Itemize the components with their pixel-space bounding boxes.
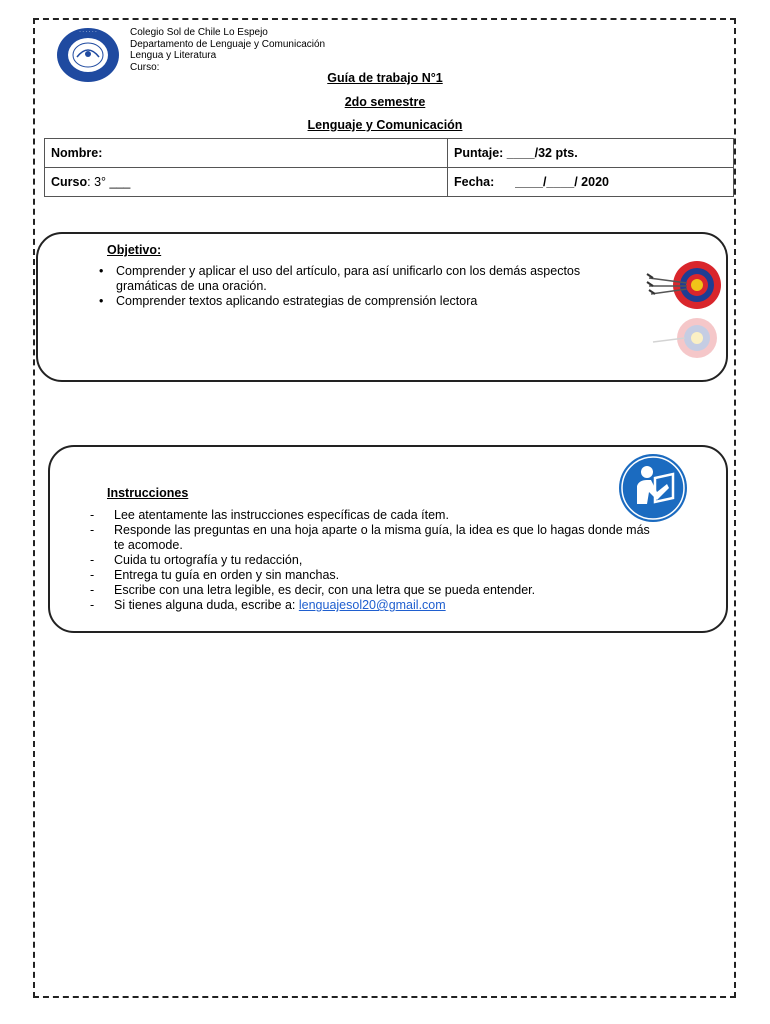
department-name: Departamento de Lenguaje y Comunicación <box>130 38 326 50</box>
objective-list <box>96 264 596 309</box>
student-info-table <box>44 138 734 197</box>
list-item: - Escribe con una letra legible, es decir, con una letra que se pueda entender. <box>90 583 650 598</box>
school-header <box>130 27 325 73</box>
course-label: Curso: <box>130 61 160 73</box>
curso-label: Curso <box>51 175 88 189</box>
info-row <box>45 168 734 197</box>
list-item: - Responde las preguntas en una hoja aparte o la misma guía, la idea es que lo hagas donde más te acomode. <box>90 523 650 553</box>
list-item <box>90 598 650 613</box>
instructions-list <box>90 508 650 613</box>
semester-title: 2do semestre <box>344 95 426 109</box>
fecha-value: ____/____/ 2020 <box>515 175 609 189</box>
svg-text:· · · · · ·: · · · · · · <box>79 29 97 35</box>
info-row <box>45 139 734 168</box>
list-item: • Comprender textos aplicando estrategias de comprensión lectora <box>96 294 596 309</box>
guide-title: Guía de trabajo N°1 <box>327 71 443 85</box>
fecha-field[interactable] <box>448 168 734 197</box>
list-item: - Entrega tu guía en orden y sin manchas. <box>90 568 650 583</box>
curso-value: : 3° ___ <box>87 175 131 189</box>
school-name: Colegio Sol de Chile Lo Espejo <box>130 27 268 38</box>
archery-target-icon <box>645 258 727 358</box>
fecha-label: Fecha: <box>454 175 495 189</box>
puntaje-field[interactable]: Puntaje: ____/32 pts. <box>448 139 734 168</box>
list-item: - Cuida tu ortografía y tu redacción, <box>90 553 650 568</box>
subject-name: Lengua y Literatura <box>130 50 217 61</box>
list-item: • Comprender y aplicar el uso del artículo, para así unificarlo con los demás aspectos gramáticas de una oración. <box>96 264 596 294</box>
objective-heading: Objetivo: <box>107 243 162 257</box>
nombre-field[interactable]: Nombre: <box>45 139 448 168</box>
contact-prefix: Si tienes alguna duda, escribe a: <box>114 598 299 612</box>
instructions-heading: Instrucciones <box>107 486 189 500</box>
curso-field[interactable] <box>45 168 448 197</box>
subject-title: Lenguaje y Comunicación <box>307 118 463 132</box>
reading-person-icon <box>617 452 689 524</box>
email-link[interactable]: lenguajesol20@gmail.com <box>298 598 446 612</box>
list-item: - Lee atentamente las instrucciones específicas de cada ítem. <box>90 508 650 523</box>
